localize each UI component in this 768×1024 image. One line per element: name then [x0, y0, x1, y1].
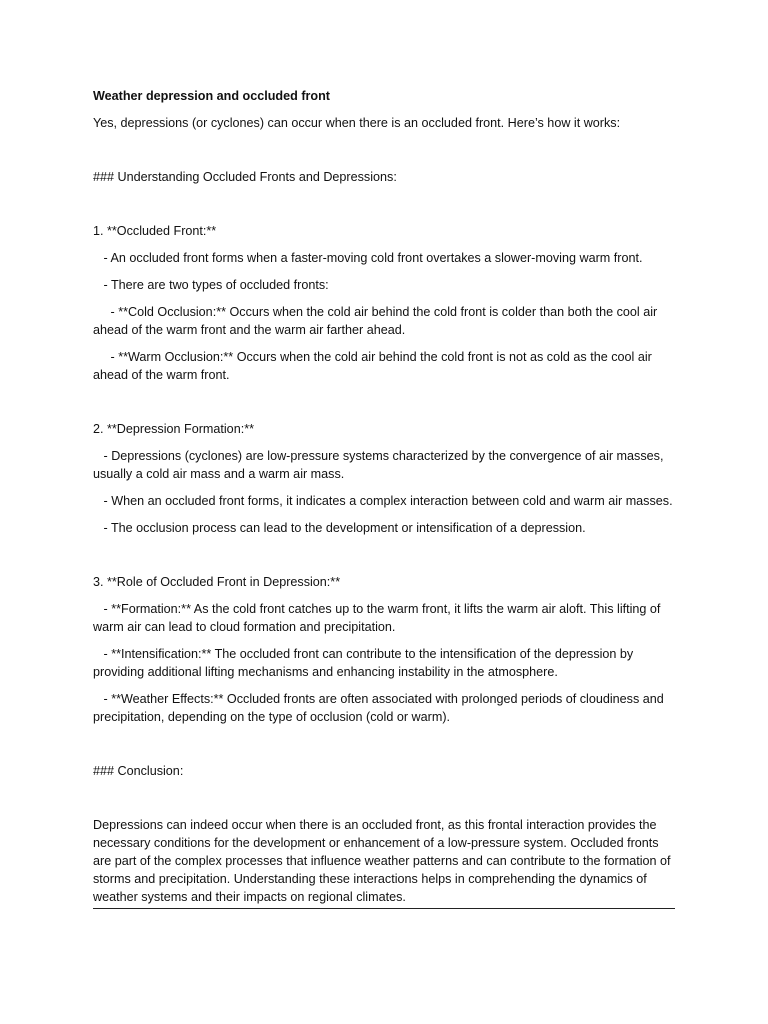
spacer: [93, 195, 675, 222]
item1-subbullet-cold-occlusion: - **Cold Occlusion:** Occurs when the cold air behind the cold front is colder than both the cool air ahead of the warm front and the warm air farther ahead.: [93, 305, 661, 337]
item2-bullet: - When an occluded front forms, it indicates a complex interaction between cold and warm air masses.: [93, 494, 673, 508]
item1-bullet: - There are two types of occluded fronts:: [93, 278, 329, 292]
item3-heading: 3. **Role of Occluded Front in Depression:**: [93, 575, 341, 589]
item3-bullet-intensification: - **Intensification:** The occluded front can contribute to the intensification of the depression by providing additional lifting mechanisms and enhancing instability in the atmosphere.: [93, 647, 637, 679]
spacer: [93, 789, 675, 816]
item3-bullet-formation: - **Formation:** As the cold front catches up to the warm front, it lifts the warm air aloft. This lifting of warm air can lead to cloud formation and precipitation.: [93, 602, 664, 634]
document-title: Weather depression and occluded front: [93, 89, 330, 103]
spacer: [93, 393, 675, 420]
horizontal-rule: [93, 908, 675, 909]
conclusion-paragraph: Depressions can indeed occur when there is an occluded front, as this frontal interaction provides the necessary conditions for the development or enhancement of a low-pressure system. Occluded fronts are part of the complex processes that influence weather patterns and can contribute to the formation of storms and precipitation. Understanding these interactions helps in comprehending the dynamics of weather systems and their impacts on regional climates.: [93, 818, 675, 904]
spacer: [93, 735, 675, 762]
document-page: [93, 87, 675, 909]
item1-subbullet-warm-occlusion: - **Warm Occlusion:** Occurs when the cold air behind the cold front is not as cold as the cool air ahead of the warm front.: [93, 350, 656, 382]
section-heading: ### Understanding Occluded Fronts and Depressions:: [93, 170, 397, 184]
intro-paragraph: Yes, depressions (or cyclones) can occur when there is an occluded front. Here’s how it works:: [93, 116, 621, 130]
spacer: [93, 546, 675, 573]
item3-bullet-weather-effects: - **Weather Effects:** Occluded fronts are often associated with prolonged periods of cloudiness and precipitation, depending on the type of occlusion (cold or warm).: [93, 692, 668, 724]
item1-heading: 1. **Occluded Front:**: [93, 224, 217, 238]
item1-bullet: - An occluded front forms when a faster-moving cold front overtakes a slower-moving warm front.: [93, 251, 643, 265]
spacer: [93, 141, 675, 168]
item2-bullet: - Depressions (cyclones) are low-pressure systems characterized by the convergence of air masses, usually a cold air mass and a warm air mass.: [93, 449, 667, 481]
conclusion-heading: ### Conclusion:: [93, 764, 184, 778]
item2-heading: 2. **Depression Formation:**: [93, 422, 254, 436]
item2-bullet: - The occlusion process can lead to the development or intensification of a depression.: [93, 521, 586, 535]
